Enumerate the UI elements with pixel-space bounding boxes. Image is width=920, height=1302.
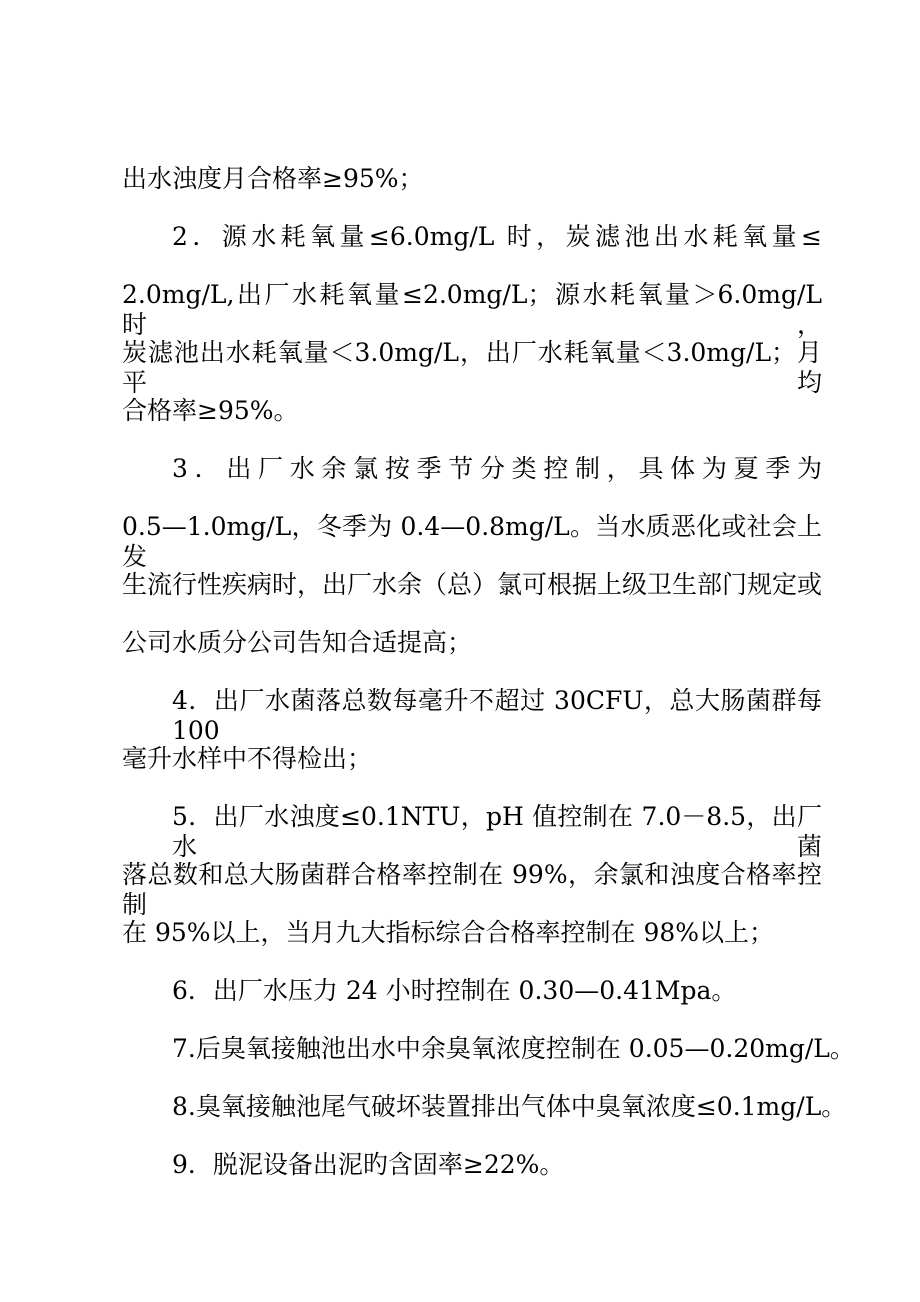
paragraph-7-line-1: 7.后臭氧接触池出水中余臭氧浓度控制在 0.05—0.20mg/L。 bbox=[172, 1034, 855, 1063]
paragraph-2-line-4: 合格率≥95%。 bbox=[122, 396, 299, 425]
paragraph-2-line-1: 2．源水耗氧量≤6.0mg/L 时，炭滤池出水耗氧量≤ bbox=[172, 222, 822, 251]
paragraph-3-line-1: 3．出厂水余氯按季节分类控制，具体为夏季为 bbox=[172, 454, 822, 483]
paragraph-3-line-2: 0.5—1.0mg/L，冬季为 0.4—0.8mg/L。当水质恶化或社会上发 bbox=[122, 512, 822, 571]
paragraph-1-line-1: 出水浊度月合格率≥95%； bbox=[122, 164, 424, 193]
paragraph-5-line-1: 5．出厂水浊度≤0.1NTU，pH 值控制在 7.0－8.5，出厂水菌 bbox=[172, 802, 822, 861]
paragraph-5-line-2: 落总数和总大肠菌群合格率控制在 99%，余氯和浊度合格率控制 bbox=[122, 860, 822, 919]
paragraph-2-line-2: 2.0mg/L,出厂水耗氧量≤2.0mg/L；源水耗氧量＞6.0mg/L 时， bbox=[122, 280, 822, 339]
paragraph-5-line-3: 在 95%以上，当月九大指标综合合格率控制在 98%以上； bbox=[122, 918, 775, 947]
paragraph-9-line-1: 9．脱泥设备出泥旳含固率≥22%。 bbox=[172, 1150, 565, 1179]
paragraph-4-line-1: 4．出厂水菌落总数每毫升不超过 30CFU，总大肠菌群每 100 bbox=[172, 686, 822, 745]
paragraph-3-line-3: 生流行性疾病时，出厂水余（总）氯可根据上级卫生部门规定或 bbox=[122, 570, 823, 599]
paragraph-6-line-1: 6．出厂水压力 24 小时控制在 0.30—0.41Mpa。 bbox=[172, 976, 737, 1005]
paragraph-2-line-3: 炭滤池出水耗氧量＜3.0mg/L，出厂水耗氧量＜3.0mg/L；月平均 bbox=[122, 338, 822, 397]
paragraph-4-line-2: 毫升水样中不得检出； bbox=[122, 744, 373, 773]
paragraph-8-line-1: 8.臭氧接触池尾气破坏装置排出气体中臭氧浓度≤0.1mg/L。 bbox=[172, 1092, 847, 1121]
paragraph-3-line-4: 公司水质分公司告知合适提高； bbox=[122, 628, 473, 657]
